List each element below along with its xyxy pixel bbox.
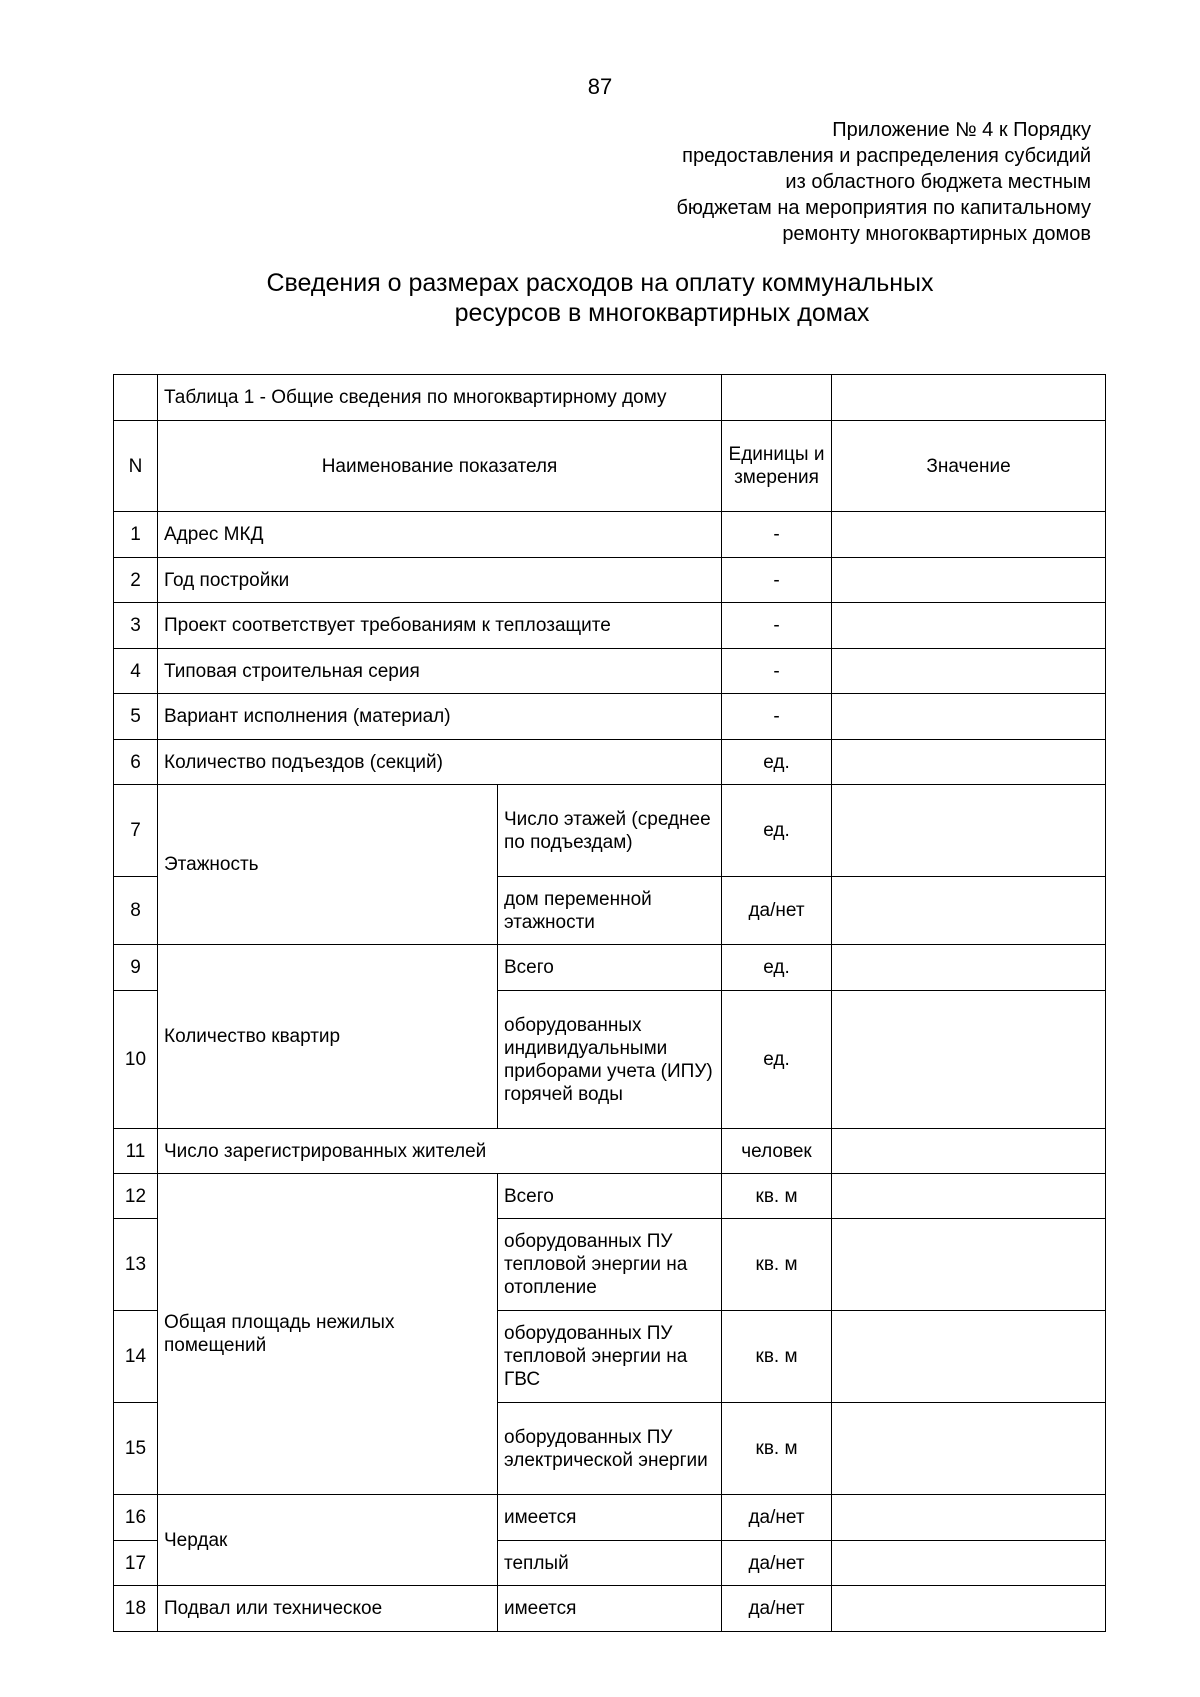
table-caption: Таблица 1 - Общие сведения по многоквартирному дому bbox=[158, 375, 722, 421]
row-unit: кв. м bbox=[722, 1403, 832, 1495]
row-name: Количество подъездов (секций) bbox=[158, 740, 722, 785]
document-title-line: ресурсов в многоквартирных домах bbox=[454, 299, 870, 327]
table-cell bbox=[832, 375, 1106, 421]
row-number: 12 bbox=[114, 1174, 158, 1219]
appendix-line: бюджетам на мероприятия по капитальному bbox=[676, 197, 1091, 219]
row-value bbox=[832, 649, 1106, 694]
row-number: 14 bbox=[114, 1311, 158, 1403]
row-name: Подвал или техническое bbox=[158, 1586, 498, 1632]
row-name: Год постройки bbox=[158, 558, 722, 603]
table-row bbox=[114, 1495, 1106, 1541]
row-number: 4 bbox=[114, 649, 158, 694]
row-number: 15 bbox=[114, 1403, 158, 1495]
table-row bbox=[114, 1129, 1106, 1174]
row-value bbox=[832, 603, 1106, 649]
row-value bbox=[832, 740, 1106, 785]
row-unit: ед. bbox=[722, 740, 832, 785]
row-unit: да/нет bbox=[722, 877, 832, 945]
row-unit: да/нет bbox=[722, 1586, 832, 1632]
group-label-nonresidential: Общая площадь нежилых помещений bbox=[158, 1174, 498, 1495]
row-value bbox=[832, 1129, 1106, 1174]
document-title-line: Сведения о размерах расходов на оплату коммунальных bbox=[266, 269, 934, 297]
row-subname: имеется bbox=[498, 1586, 722, 1632]
table-row bbox=[114, 1174, 1106, 1219]
row-unit: да/нет bbox=[722, 1541, 832, 1586]
table-cell bbox=[114, 375, 158, 421]
row-unit: кв. м bbox=[722, 1219, 832, 1311]
header-name: Наименование показателя bbox=[158, 421, 722, 512]
row-value bbox=[832, 991, 1106, 1129]
row-subname: оборудованных ПУ электрической энергии bbox=[498, 1403, 722, 1495]
row-number: 6 bbox=[114, 740, 158, 785]
row-unit: ед. bbox=[722, 785, 832, 877]
group-label-flats: Количество квартир bbox=[158, 945, 498, 1129]
appendix-note bbox=[531, 117, 1091, 247]
row-number: 11 bbox=[114, 1129, 158, 1174]
table-row bbox=[114, 785, 1106, 877]
row-unit: кв. м bbox=[722, 1311, 832, 1403]
row-value bbox=[832, 1495, 1106, 1541]
row-value bbox=[832, 945, 1106, 991]
row-number: 1 bbox=[114, 512, 158, 558]
row-unit: - bbox=[722, 694, 832, 740]
table-header-row bbox=[114, 421, 1106, 512]
table-row bbox=[114, 603, 1106, 649]
appendix-line: Приложение № 4 к Порядку bbox=[832, 119, 1091, 141]
row-subname: Всего bbox=[498, 945, 722, 991]
row-subname: оборудованных ПУ тепловой энергии на ГВС bbox=[498, 1311, 722, 1403]
row-unit: да/нет bbox=[722, 1495, 832, 1541]
row-name: Проект соответствует требованиям к теплозащите bbox=[158, 603, 722, 649]
row-unit: человек bbox=[722, 1129, 832, 1174]
row-number: 7 bbox=[114, 785, 158, 877]
table-row bbox=[114, 694, 1106, 740]
row-number: 2 bbox=[114, 558, 158, 603]
row-value bbox=[832, 877, 1106, 945]
table-row bbox=[114, 945, 1106, 991]
header-units: Единицы измерения bbox=[722, 421, 832, 512]
row-value bbox=[832, 1311, 1106, 1403]
appendix-line: из областного бюджета местным bbox=[785, 171, 1091, 193]
row-name: Число зарегистрированных жителей bbox=[158, 1129, 722, 1174]
row-value bbox=[832, 512, 1106, 558]
table-row bbox=[114, 512, 1106, 558]
row-unit: ед. bbox=[722, 945, 832, 991]
row-subname: оборудованных индивидуальными приборами учета (ИПУ) горячей воды bbox=[498, 991, 722, 1129]
row-value bbox=[832, 1174, 1106, 1219]
row-unit: - bbox=[722, 558, 832, 603]
appendix-line: предоставления и распределения субсидий bbox=[682, 145, 1091, 167]
row-name: Адрес МКД bbox=[158, 512, 722, 558]
row-number: 8 bbox=[114, 877, 158, 945]
table-caption-row bbox=[114, 375, 1106, 421]
row-subname: оборудованных ПУ тепловой энергии на отопление bbox=[498, 1219, 722, 1311]
group-label-attic: Чердак bbox=[158, 1495, 498, 1586]
row-unit: кв. м bbox=[722, 1174, 832, 1219]
table-row bbox=[114, 558, 1106, 603]
row-number: 3 bbox=[114, 603, 158, 649]
row-unit: - bbox=[722, 649, 832, 694]
row-subname: дом переменной этажности bbox=[498, 877, 722, 945]
row-value bbox=[832, 1219, 1106, 1311]
group-label-floors: Этажность bbox=[158, 785, 498, 945]
row-value bbox=[832, 1541, 1106, 1586]
row-subname: теплый bbox=[498, 1541, 722, 1586]
row-subname: имеется bbox=[498, 1495, 722, 1541]
row-value bbox=[832, 785, 1106, 877]
row-unit: - bbox=[722, 603, 832, 649]
row-number: 10 bbox=[114, 991, 158, 1129]
row-unit: - bbox=[722, 512, 832, 558]
row-name: Типовая строительная серия bbox=[158, 649, 722, 694]
row-number: 16 bbox=[114, 1495, 158, 1541]
row-number: 9 bbox=[114, 945, 158, 991]
row-number: 13 bbox=[114, 1219, 158, 1311]
header-value: Значение bbox=[832, 421, 1106, 512]
page-number: 87 bbox=[587, 74, 613, 99]
row-value bbox=[832, 694, 1106, 740]
row-subname: Число этажей (среднее по подъездам) bbox=[498, 785, 722, 877]
building-info-table bbox=[113, 374, 1106, 1632]
row-number: 17 bbox=[114, 1541, 158, 1586]
table-row bbox=[114, 1586, 1106, 1632]
row-value bbox=[832, 1403, 1106, 1495]
row-name: Вариант исполнения (материал) bbox=[158, 694, 722, 740]
row-number: 18 bbox=[114, 1586, 158, 1632]
document-title bbox=[0, 268, 1200, 328]
table-cell bbox=[722, 375, 832, 421]
row-value bbox=[832, 1586, 1106, 1632]
row-subname: Всего bbox=[498, 1174, 722, 1219]
table-row bbox=[114, 740, 1106, 785]
row-value bbox=[832, 558, 1106, 603]
header-n: N bbox=[114, 421, 158, 512]
row-number: 5 bbox=[114, 694, 158, 740]
row-unit: ед. bbox=[722, 991, 832, 1129]
appendix-line: ремонту многоквартирных домов bbox=[782, 223, 1091, 245]
table-row bbox=[114, 649, 1106, 694]
